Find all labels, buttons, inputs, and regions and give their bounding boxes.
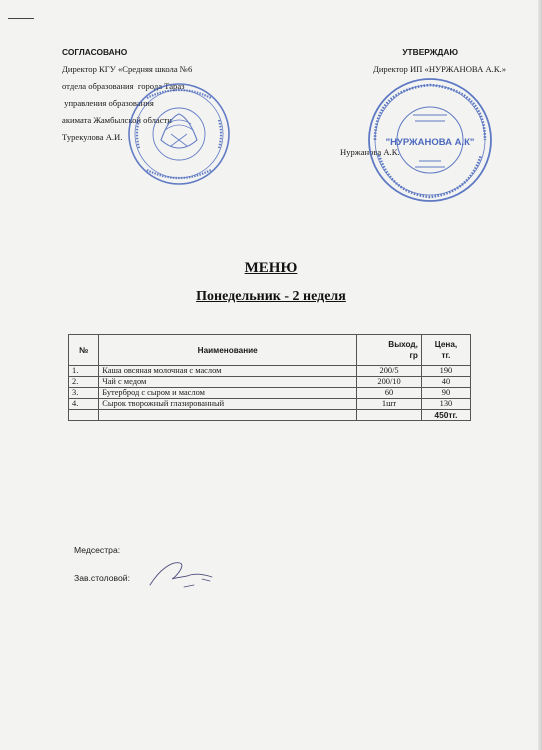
canteen-head-label: Зав.столовой: bbox=[74, 573, 130, 583]
table-row bbox=[69, 366, 471, 377]
approval-left-line: управления образования bbox=[62, 98, 154, 108]
row-price: 190 bbox=[421, 366, 470, 377]
nurse-label: Медсестра: bbox=[74, 545, 121, 555]
row-num: 1. bbox=[69, 366, 99, 377]
row-num: 4. bbox=[69, 399, 99, 410]
total-price: 450тг. bbox=[421, 410, 470, 421]
approval-left-line: Директор КГУ «Средняя школа №6 bbox=[62, 64, 193, 74]
row-price: 40 bbox=[421, 377, 470, 388]
row-name: Сырок творожный глазированный bbox=[99, 399, 357, 410]
total-empty-cell bbox=[69, 410, 99, 421]
header-output-line1: Выход, bbox=[388, 340, 418, 349]
menu-table bbox=[68, 334, 471, 421]
header-price-line2: тг. bbox=[441, 351, 451, 360]
company-stamp-text: "НУРЖАНОВА А.К" bbox=[385, 137, 475, 148]
table-header-row bbox=[69, 335, 471, 366]
table-row bbox=[69, 377, 471, 388]
company-stamp-seal bbox=[365, 75, 495, 205]
table-row bbox=[69, 399, 471, 410]
approval-right-signer: Нуржанова А.К. bbox=[340, 147, 400, 157]
document-title: МЕНЮ bbox=[244, 260, 298, 276]
row-output: 60 bbox=[357, 388, 422, 399]
approval-right-header: УТВЕРЖДАЮ bbox=[402, 47, 458, 57]
row-num: 2. bbox=[69, 377, 99, 388]
approval-left-header: СОГЛАСОВАНО bbox=[62, 47, 128, 57]
total-empty-cell bbox=[99, 410, 357, 421]
header-name: Наименование bbox=[99, 335, 357, 366]
corner-mark bbox=[8, 18, 34, 19]
row-output: 1шт bbox=[357, 399, 422, 410]
header-output-line2: гр bbox=[409, 351, 418, 360]
row-price: 130 bbox=[421, 399, 470, 410]
row-output: 200/5 bbox=[357, 366, 422, 377]
approval-left-line: отдела образования города Тараз bbox=[62, 81, 185, 91]
approval-right-director: Директор ИП «НУРЖАНОВА А.К.» bbox=[372, 64, 506, 74]
document-subtitle: Понедельник - 2 неделя bbox=[196, 289, 346, 304]
row-name: Чай с медом bbox=[99, 377, 357, 388]
header-num: № bbox=[69, 335, 99, 366]
row-num: 3. bbox=[69, 388, 99, 399]
header-price-line1: Цена, bbox=[434, 340, 458, 349]
approval-left-signer: Турекулова А.И. bbox=[62, 132, 123, 142]
table-total-row bbox=[69, 410, 471, 421]
approval-left-line: акимата Жамбылской области bbox=[62, 115, 172, 125]
total-empty-cell bbox=[357, 410, 422, 421]
approval-right-block bbox=[336, 44, 506, 78]
school-stamp-seal bbox=[125, 80, 233, 188]
row-name: Каша овсяная молочная с маслом bbox=[99, 366, 357, 377]
row-price: 90 bbox=[421, 388, 470, 399]
row-name: Бутерброд с сыром и маслом bbox=[99, 388, 357, 399]
header-price bbox=[421, 335, 470, 366]
header-output bbox=[357, 335, 422, 366]
row-output: 200/10 bbox=[357, 377, 422, 388]
table-row bbox=[69, 388, 471, 399]
page-edge bbox=[538, 0, 542, 750]
handwritten-signature bbox=[146, 555, 222, 591]
